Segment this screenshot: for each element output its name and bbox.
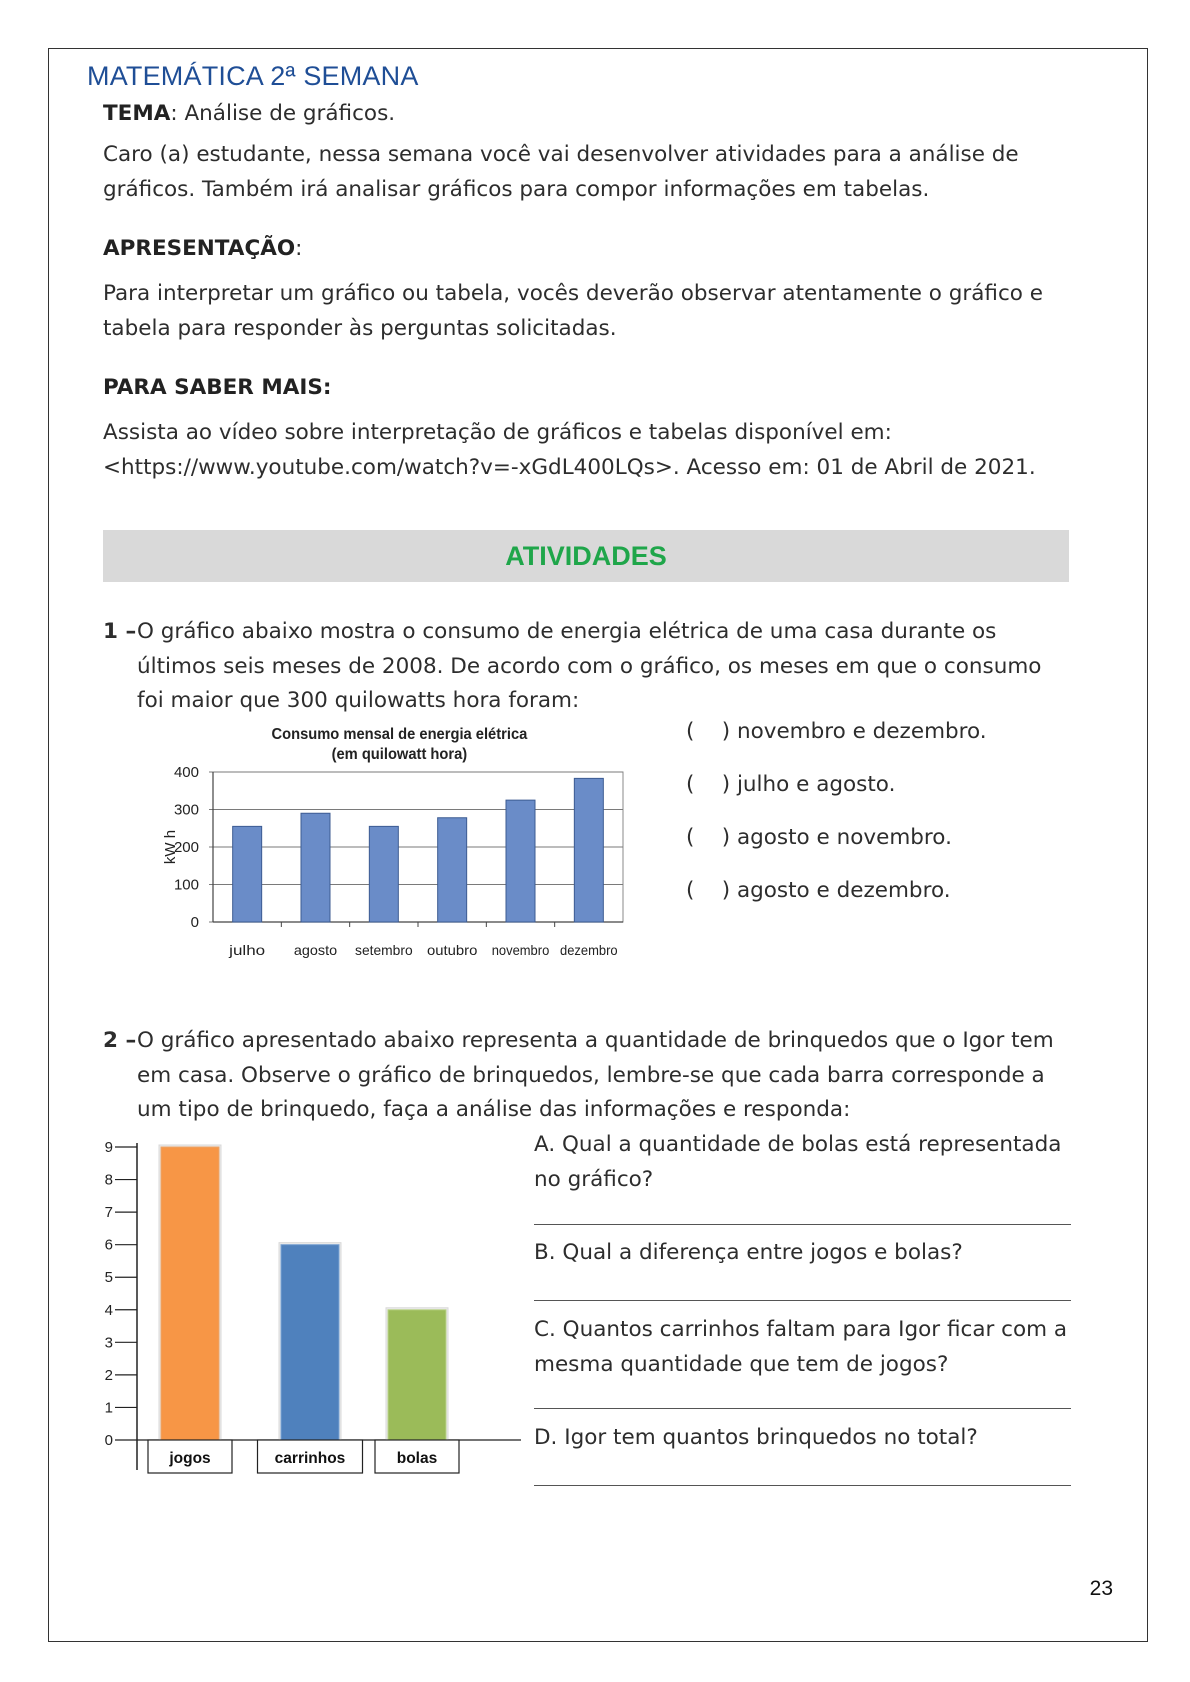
q2-answer-line-b[interactable] bbox=[534, 1300, 1071, 1301]
x-tick-label-julho: julho bbox=[227, 942, 266, 958]
q2-question-d: D. Igor tem quantos brinquedos no total? bbox=[534, 1425, 978, 1450]
atividades-band bbox=[103, 530, 1069, 582]
bar-julho bbox=[233, 826, 262, 922]
x-tick-label-agosto: agosto bbox=[293, 942, 338, 958]
tema-label: TEMA bbox=[103, 101, 171, 126]
bar-carrinhos bbox=[281, 1245, 339, 1440]
y-tick-label: 1 bbox=[104, 1399, 113, 1417]
x-tick-label-outubro: outubro bbox=[426, 942, 478, 958]
y-tick-label: 8 bbox=[104, 1171, 113, 1189]
apresentacao-colon: : bbox=[295, 236, 303, 261]
y-tick-label: 0 bbox=[190, 914, 199, 931]
question-1-text: O gráfico abaixo mostra o consumo de energia elétrica de uma casa durante os últimos seis meses de 2008. De acordo com o gráfico, os meses em que o consumo foi maior que 300 quilowatts hora foram: bbox=[137, 619, 1042, 713]
y-tick-label: 7 bbox=[104, 1204, 113, 1222]
q2-question-b: B. Qual a diferença entre jogos e bolas? bbox=[534, 1240, 963, 1265]
x-tick-label-jogos: jogos bbox=[169, 1450, 211, 1467]
apresentacao-heading bbox=[103, 231, 1093, 266]
question-2-number: 2 – bbox=[103, 1028, 137, 1053]
y-tick-label: 5 bbox=[104, 1269, 113, 1287]
bar-agosto bbox=[301, 813, 330, 922]
apresentacao-label: APRESENTAÇÃO bbox=[103, 236, 296, 261]
x-tick-label-carrinhos: carrinhos bbox=[274, 1450, 346, 1467]
saber-mais-heading bbox=[103, 370, 1093, 405]
bar-novembro bbox=[506, 800, 535, 922]
question-1 bbox=[103, 615, 1071, 719]
y-tick-label: 6 bbox=[104, 1236, 113, 1254]
energy-chart bbox=[105, 719, 635, 979]
y-tick-label: 300 bbox=[173, 801, 199, 819]
q2-question-a: A. Qual a quantidade de bolas está representada no gráfico? bbox=[534, 1132, 1062, 1192]
saber-mais-label: PARA SABER MAIS: bbox=[103, 375, 332, 400]
y-tick-label: 2 bbox=[104, 1366, 113, 1384]
y-tick-label: 4 bbox=[104, 1301, 113, 1319]
toys-chart bbox=[89, 1127, 529, 1487]
q2-question-c: C. Quantos carrinhos faltam para Igor ficar com a mesma quantidade que tem de jogos? bbox=[534, 1317, 1068, 1377]
bar-outubro bbox=[438, 818, 467, 922]
intro-paragraph: Caro (a) estudante, nessa semana você vai desenvolver atividades para a análise de gráficos. Também irá analisar gráficos para compor informações em tabelas. bbox=[103, 142, 1019, 202]
bar-bolas bbox=[388, 1310, 446, 1440]
y-tick-label: 100 bbox=[173, 876, 199, 894]
question-1-number: 1 – bbox=[103, 619, 137, 644]
apresentacao-paragraph: Para interpretar um gráfico ou tabela, vocês deverão observar atentamente o gráfico e tabela para responder às perguntas solicitadas. bbox=[103, 281, 1043, 341]
y-tick-label: 200 bbox=[173, 839, 199, 856]
atividades-title: ATIVIDADES bbox=[505, 541, 667, 571]
x-tick-label-dezembro: dezembro bbox=[560, 942, 618, 958]
y-tick-label: 400 bbox=[173, 764, 199, 781]
tema-line bbox=[103, 96, 1093, 131]
q1-option-1[interactable]: ( ) novembro e dezembro. bbox=[686, 719, 987, 744]
page-title: MATEMÁTICA 2ª SEMANA bbox=[87, 61, 419, 91]
y-tick-label: 3 bbox=[104, 1334, 113, 1352]
page-number: 23 bbox=[1089, 1577, 1113, 1600]
q1-option-2[interactable]: ( ) julho e agosto. bbox=[686, 772, 896, 797]
chart-title: Consumo mensal de energia elétrica bbox=[271, 725, 528, 744]
x-tick-label-bolas: bolas bbox=[396, 1450, 438, 1467]
y-tick-label: 0 bbox=[104, 1432, 113, 1449]
question-2 bbox=[103, 1024, 1071, 1128]
x-tick-label-setembro: setembro bbox=[355, 942, 413, 958]
page bbox=[48, 48, 1148, 1642]
q1-option-4[interactable]: ( ) agosto e dezembro. bbox=[686, 878, 951, 903]
saber-mais-paragraph: Assista ao vídeo sobre interpretação de gráficos e tabelas disponível em: <https://www.youtube.com/watch?v=-xGdL400LQs>. Acesso em: 01 de Abril de 2021. bbox=[103, 420, 1036, 480]
bar-jogos bbox=[161, 1147, 219, 1440]
question-2-text: O gráfico apresentado abaixo representa a quantidade de brinquedos que o Igor tem em casa. Observe o gráfico de brinquedos, lembre-se que cada barra corresponde a um tipo de brinquedo, faça a análise das informações e responda: bbox=[137, 1028, 1054, 1122]
bar-dezembro bbox=[574, 778, 603, 922]
q2-answer-line-a[interactable] bbox=[534, 1224, 1071, 1225]
q1-option-3[interactable]: ( ) agosto e novembro. bbox=[686, 825, 952, 850]
q2-answer-line-c[interactable] bbox=[534, 1408, 1071, 1409]
tema-text: : Análise de gráficos. bbox=[170, 101, 396, 126]
y-tick-label: 9 bbox=[104, 1139, 113, 1156]
chart-subtitle: (em quilowatt hora) bbox=[331, 745, 468, 764]
y-axis-label: kW h bbox=[162, 829, 179, 865]
x-tick-label-novembro: novembro bbox=[491, 942, 550, 958]
bar-setembro bbox=[369, 826, 398, 922]
q2-answer-line-d[interactable] bbox=[534, 1485, 1071, 1486]
